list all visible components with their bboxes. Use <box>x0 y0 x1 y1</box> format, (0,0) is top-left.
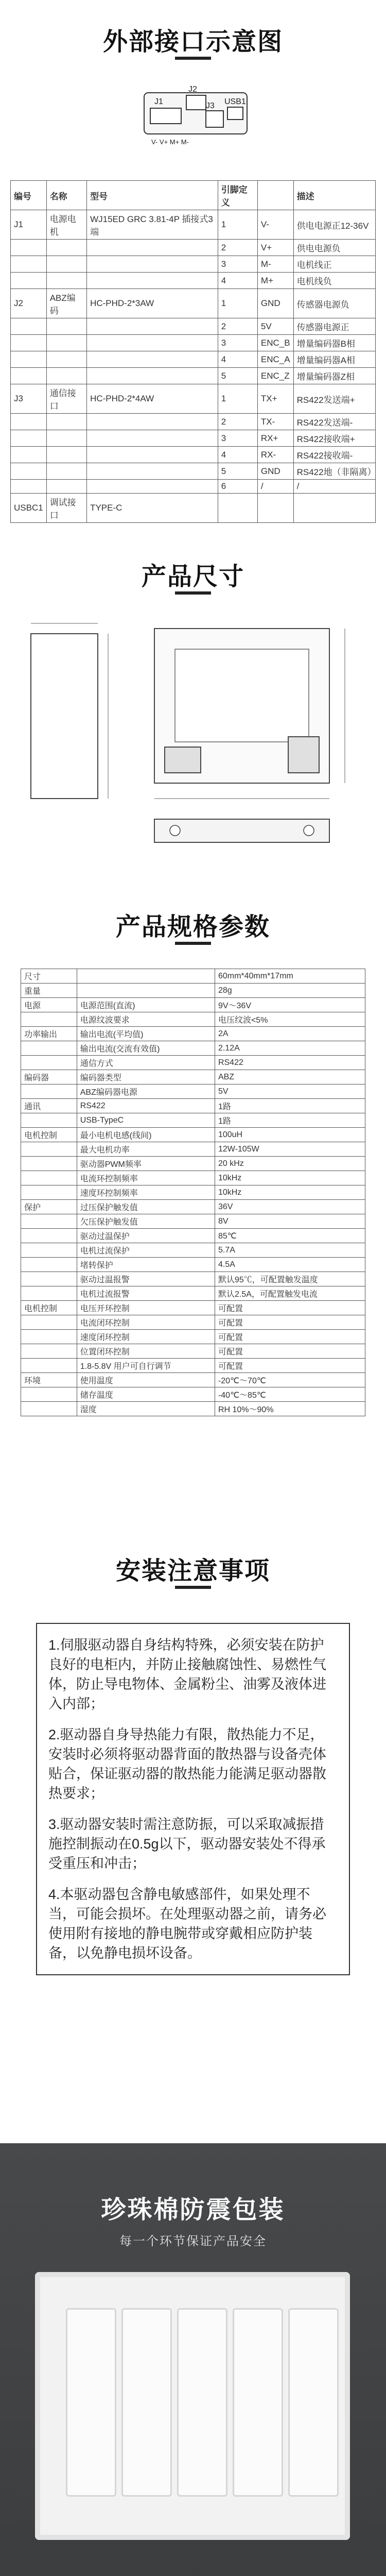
table-cell <box>11 447 47 463</box>
spec-row <box>21 1157 365 1171</box>
spec-cell: 重量 <box>21 984 77 998</box>
spec-row <box>21 1272 365 1286</box>
table-cell: RS422发送端- <box>293 414 375 430</box>
table-cell: 传感器电源正 <box>293 318 375 335</box>
spec-cell <box>21 1243 77 1258</box>
table-header <box>257 181 293 210</box>
spec-table <box>21 969 365 1416</box>
spec-cell <box>21 1185 77 1200</box>
table-cell: 3 <box>218 430 257 447</box>
table-cell: 5 <box>218 368 257 384</box>
spec-cell: 速度环控制频率 <box>77 1185 215 1200</box>
spec-cell: 驱动过温报警 <box>77 1272 215 1286</box>
spec-cell <box>21 1344 77 1359</box>
table-row <box>11 335 376 351</box>
install-note-2: 2.驱动器自身导热能力有限，散热能力不足，安装时必须将驱动器背面的散热器与设备壳体贴合，保证驱动器的散热能力能满足驱动器散热要求； <box>48 1727 326 1801</box>
spec-row <box>21 1185 365 1200</box>
spec-cell: 默认2.5A，可配置触发电流 <box>215 1286 365 1301</box>
spec-cell: 1.8-5.8V 用户可自行调节 <box>77 1359 215 1373</box>
table-cell: J3 <box>11 384 47 414</box>
spec-cell: 2A <box>215 1027 365 1041</box>
install-note-4: 4.本驱动器包含静电敏感部件，如果处理不当，可能会损坏。在处理驱动器之前，请务必使用附有接地的静电腕带或穿戴相应防护装备，以免静电损坏设备。 <box>48 1887 326 1961</box>
spec-cell: 4.5A <box>215 1258 365 1272</box>
spec-cell: 可配置 <box>215 1359 365 1373</box>
spec-cell: 10kHz <box>215 1185 365 1200</box>
spec-row <box>21 1056 365 1070</box>
table-cell <box>87 480 218 494</box>
spec-cell: 电压纹波<5% <box>215 1012 365 1027</box>
table-cell <box>87 430 218 447</box>
table-cell <box>87 463 218 480</box>
table-cell <box>46 318 86 335</box>
spec-cell: 12W-105W <box>215 1142 365 1157</box>
table-cell: 3 <box>218 256 257 273</box>
spec-row <box>21 1402 365 1416</box>
spec-row <box>21 1258 365 1272</box>
table-row <box>11 480 376 494</box>
table-cell <box>46 463 86 480</box>
spec-cell: 最大电机功率 <box>77 1142 215 1157</box>
table-cell: ENC_Z <box>257 368 293 384</box>
spec-cell: -20℃～70℃ <box>215 1373 365 1387</box>
spec-cell: 编码器 <box>21 1070 77 1084</box>
spec-title: 产品规格参数 <box>115 913 270 941</box>
table-row <box>11 384 376 414</box>
spec-cell: 电机过流报警 <box>77 1286 215 1301</box>
spec-cell: 环境 <box>21 1373 77 1387</box>
spec-cell: 驱动过温保护 <box>77 1229 215 1243</box>
table-cell <box>11 335 47 351</box>
spec-cell <box>21 1113 77 1128</box>
table-cell: 增量编码器A相 <box>293 351 375 368</box>
spec-row <box>21 998 365 1012</box>
spec-cell: 20 kHz <box>215 1157 365 1171</box>
spec-cell: 位置闭环控制 <box>77 1344 215 1359</box>
j2-label: J2 <box>188 85 197 94</box>
table-cell <box>87 447 218 463</box>
spec-cell: RS422 <box>77 1099 215 1113</box>
title-underline <box>175 57 211 60</box>
spec-row <box>21 1099 365 1113</box>
table-cell <box>11 240 47 256</box>
table-cell: 6 <box>218 480 257 494</box>
table-header: 描述 <box>293 181 375 210</box>
spec-row <box>21 1387 365 1402</box>
table-cell <box>46 351 86 368</box>
spec-cell: 电压开环控制 <box>77 1301 215 1315</box>
spec-cell: 输出电流(平均值) <box>77 1027 215 1041</box>
spec-cell: 5V <box>215 1084 365 1099</box>
table-cell: RS422地（非隔离） <box>293 463 375 480</box>
spec-cell: ABZ编码器电源 <box>77 1084 215 1099</box>
table-cell: ENC_A <box>257 351 293 368</box>
spec-cell <box>21 1359 77 1373</box>
spec-cell: 电流环控制频率 <box>77 1171 215 1185</box>
spec-cell: 过压保护触发值 <box>77 1200 215 1214</box>
spec-cell: 电流闭环控制 <box>77 1315 215 1330</box>
spec-row <box>21 1142 365 1157</box>
table-cell <box>11 273 47 289</box>
table-cell: 5V <box>257 318 293 335</box>
packaging-subtitle: 每一个环节保证产品安全 <box>119 2234 267 2248</box>
table-cell: GND <box>257 289 293 318</box>
table-cell <box>11 351 47 368</box>
spec-cell: 85℃ <box>215 1229 365 1243</box>
table-cell: 5 <box>218 463 257 480</box>
spec-cell <box>77 984 215 998</box>
table-cell <box>46 430 86 447</box>
table-cell: RX+ <box>257 430 293 447</box>
spec-cell: ABZ <box>215 1070 365 1084</box>
table-cell <box>11 480 47 494</box>
table-cell: / <box>257 480 293 494</box>
spec-cell: 电机控制 <box>21 1301 77 1315</box>
table-row <box>11 463 376 480</box>
dimension-title: 产品尺寸 <box>141 563 244 590</box>
pin-labels: V- V+ M+ M- <box>151 138 189 146</box>
table-cell <box>87 318 218 335</box>
spec-cell: -40℃～85℃ <box>215 1387 365 1402</box>
spec-cell <box>21 1315 77 1330</box>
spec-cell <box>21 1258 77 1272</box>
spec-cell: 60mm*40mm*17mm <box>215 969 365 984</box>
spec-cell: 可配置 <box>215 1344 365 1359</box>
spec-cell: 编码器类型 <box>77 1070 215 1084</box>
interface-title: 外部接口示意图 <box>102 28 283 56</box>
table-cell: 传感器电源负 <box>293 289 375 318</box>
foam-packaging-image <box>35 2272 350 2540</box>
spec-cell: 2.12A <box>215 1041 365 1056</box>
table-header: 型号 <box>87 181 218 210</box>
spec-cell <box>77 969 215 984</box>
spec-cell: RS422 <box>215 1056 365 1070</box>
spec-cell: 最小电机电感(线间) <box>77 1128 215 1142</box>
table-cell <box>46 335 86 351</box>
spec-row <box>21 1214 365 1229</box>
spec-cell: 电源纹波要求 <box>77 1012 215 1027</box>
spec-cell: 保护 <box>21 1200 77 1214</box>
spec-cell <box>21 1041 77 1056</box>
spec-row <box>21 1027 365 1041</box>
spec-row <box>21 984 365 998</box>
install-section <box>0 1520 386 2143</box>
spec-cell: 8V <box>215 1214 365 1229</box>
spec-row <box>21 1012 365 1027</box>
table-cell: 2 <box>218 414 257 430</box>
table-cell: / <box>293 480 375 494</box>
spec-cell <box>21 1402 77 1416</box>
spec-cell: 功率输出 <box>21 1027 77 1041</box>
table-cell: J1 <box>11 210 47 240</box>
spec-cell: 36V <box>215 1200 365 1214</box>
table-cell: ABZ编码 <box>46 289 86 318</box>
table-cell: 1 <box>218 289 257 318</box>
spec-cell: 100uH <box>215 1128 365 1142</box>
spec-row <box>21 1070 365 1084</box>
table-cell <box>11 318 47 335</box>
spec-cell: 使用温度 <box>77 1373 215 1387</box>
install-notes <box>36 1623 350 1975</box>
table-cell: 供电电源负 <box>293 240 375 256</box>
spec-row <box>21 1243 365 1258</box>
spec-cell <box>21 1214 77 1229</box>
spec-cell: 10kHz <box>215 1171 365 1185</box>
table-row <box>11 240 376 256</box>
table-cell <box>87 351 218 368</box>
table-cell <box>87 273 218 289</box>
table-cell: 2 <box>218 318 257 335</box>
spec-cell <box>21 1330 77 1344</box>
table-cell: 电机线正 <box>293 256 375 273</box>
dimension-drawing <box>21 613 365 855</box>
spec-cell: 输出电流(交流有效值) <box>77 1041 215 1056</box>
table-cell: RS422接收端+ <box>293 430 375 447</box>
table-cell: V- <box>257 210 293 240</box>
table-cell: TYPE-C <box>87 494 218 523</box>
table-cell <box>46 447 86 463</box>
table-cell: 3 <box>218 335 257 351</box>
table-cell: V+ <box>257 240 293 256</box>
table-row <box>11 430 376 447</box>
table-cell <box>46 256 86 273</box>
table-cell: 4 <box>218 351 257 368</box>
table-cell: TX+ <box>257 384 293 414</box>
spec-cell: 通信方式 <box>77 1056 215 1070</box>
table-cell: HC-PHD-2*4AW <box>87 384 218 414</box>
table-header: 编号 <box>11 181 47 210</box>
spec-row <box>21 969 365 984</box>
spec-cell: 电机过流保护 <box>77 1243 215 1258</box>
spec-cell: 驱动器PWM频率 <box>77 1157 215 1171</box>
spec-cell: 5.7A <box>215 1243 365 1258</box>
table-cell: M+ <box>257 273 293 289</box>
board-diagram <box>129 82 268 160</box>
spec-row <box>21 1315 365 1330</box>
table-cell: 1 <box>218 210 257 240</box>
table-cell <box>11 368 47 384</box>
spec-cell: 湿度 <box>77 1402 215 1416</box>
spec-cell: 默认95℃，可配置触发温度 <box>215 1272 365 1286</box>
table-cell: GND <box>257 463 293 480</box>
spec-row <box>21 1359 365 1373</box>
table-row <box>11 414 376 430</box>
table-cell <box>11 430 47 447</box>
table-cell: RX- <box>257 447 293 463</box>
table-cell: 2 <box>218 240 257 256</box>
table-cell: 调试接口 <box>46 494 86 523</box>
table-cell: 增量编码器Z相 <box>293 368 375 384</box>
table-cell: USBC1 <box>11 494 47 523</box>
table-cell <box>87 368 218 384</box>
spec-cell: 通讯 <box>21 1099 77 1113</box>
table-cell <box>46 480 86 494</box>
table-cell <box>11 463 47 480</box>
spec-cell: 储存温度 <box>77 1387 215 1402</box>
table-cell: M- <box>257 256 293 273</box>
spec-cell <box>21 1084 77 1099</box>
spec-row <box>21 1344 365 1359</box>
spec-cell: 电源 <box>21 998 77 1012</box>
table-row <box>11 256 376 273</box>
table-cell: ENC_B <box>257 335 293 351</box>
spec-row <box>21 1286 365 1301</box>
table-cell <box>46 240 86 256</box>
table-cell <box>11 414 47 430</box>
table-cell: RS422接收端- <box>293 447 375 463</box>
j3-label: J3 <box>206 101 215 110</box>
packaging-section <box>0 2143 386 2576</box>
spec-cell: 堵转保护 <box>77 1258 215 1272</box>
table-cell <box>87 256 218 273</box>
table-cell: 供电电源正12-36V <box>293 210 375 240</box>
table-row <box>11 351 376 368</box>
spec-cell <box>21 1171 77 1185</box>
table-cell <box>46 273 86 289</box>
table-cell <box>46 414 86 430</box>
title-underline <box>175 942 211 945</box>
spec-cell <box>21 1272 77 1286</box>
title-underline <box>175 591 211 595</box>
table-header: 名称 <box>46 181 86 210</box>
table-row <box>11 289 376 318</box>
table-header: 引脚定义 <box>218 181 257 210</box>
table-cell <box>11 256 47 273</box>
spec-row <box>21 1200 365 1214</box>
table-cell: 4 <box>218 447 257 463</box>
table-row <box>11 447 376 463</box>
table-cell: RS422发送端+ <box>293 384 375 414</box>
interface-table <box>10 180 376 523</box>
spec-row <box>21 1229 365 1243</box>
spec-cell: 速度闭环控制 <box>77 1330 215 1344</box>
table-cell: 通信接口 <box>46 384 86 414</box>
spec-cell: 可配置 <box>215 1301 365 1315</box>
table-row <box>11 368 376 384</box>
spec-cell: 电源范围(直流) <box>77 998 215 1012</box>
spec-cell: 28g <box>215 984 365 998</box>
install-note-1: 1.伺服驱动器自身结构特殊，必须安装在防护良好的电柜内，并防止接触腐蚀性、易燃性气体，防止导电物体、金属粉尘、油雾及液体进入内部； <box>48 1637 326 1711</box>
spec-cell: 欠压保护触发值 <box>77 1214 215 1229</box>
spec-row <box>21 1301 365 1315</box>
spec-cell: 可配置 <box>215 1330 365 1344</box>
spec-row <box>21 1373 365 1387</box>
table-cell: 4 <box>218 273 257 289</box>
table-cell: HC-PHD-2*3AW <box>87 289 218 318</box>
dimension-section <box>0 515 386 876</box>
spec-cell: 尺寸 <box>21 969 77 984</box>
spec-cell: USB-TypeC <box>77 1113 215 1128</box>
spec-row <box>21 1113 365 1128</box>
spec-section <box>0 876 386 1520</box>
spec-cell <box>21 1142 77 1157</box>
table-cell: 增量编码器B相 <box>293 335 375 351</box>
table-cell <box>87 414 218 430</box>
table-cell <box>87 335 218 351</box>
table-cell <box>46 368 86 384</box>
spec-cell: 电机控制 <box>21 1128 77 1142</box>
spec-cell <box>21 1387 77 1402</box>
table-row <box>11 210 376 240</box>
spec-cell: 1路 <box>215 1099 365 1113</box>
table-cell <box>87 240 218 256</box>
spec-cell: 可配置 <box>215 1315 365 1330</box>
interface-section <box>0 0 386 520</box>
table-cell: TX- <box>257 414 293 430</box>
spec-row <box>21 1084 365 1099</box>
install-note-3: 3.驱动器安装时需注意防振，可以采取减振措施控制振动在0.5g以下，驱动器安装处不得承受重压和冲击； <box>48 1817 326 1871</box>
spec-row <box>21 1128 365 1142</box>
spec-cell: 1路 <box>215 1113 365 1128</box>
spec-cell <box>21 1229 77 1243</box>
spec-cell <box>21 1056 77 1070</box>
spec-row <box>21 1330 365 1344</box>
spec-row <box>21 1171 365 1185</box>
spec-cell <box>21 1012 77 1027</box>
install-title: 安装注意事项 <box>115 1557 270 1585</box>
usb-label: USB1 <box>224 97 246 106</box>
table-cell: WJ15ED GRC 3.81-4P 插接式3端 <box>87 210 218 240</box>
table-row <box>11 273 376 289</box>
spec-cell <box>21 1157 77 1171</box>
spec-cell: 9V～36V <box>215 998 365 1012</box>
table-cell: 1 <box>218 384 257 414</box>
table-cell: 电机线负 <box>293 273 375 289</box>
title-underline <box>175 1586 211 1589</box>
table-cell: J2 <box>11 289 47 318</box>
table-row <box>11 318 376 335</box>
j1-label: J1 <box>154 97 163 106</box>
spec-row <box>21 1041 365 1056</box>
table-cell: 电源电机 <box>46 210 86 240</box>
packaging-title: 珍珠棉防震包装 <box>101 2196 285 2224</box>
spec-cell <box>21 1286 77 1301</box>
spec-cell: RH 10%～90% <box>215 1402 365 1416</box>
